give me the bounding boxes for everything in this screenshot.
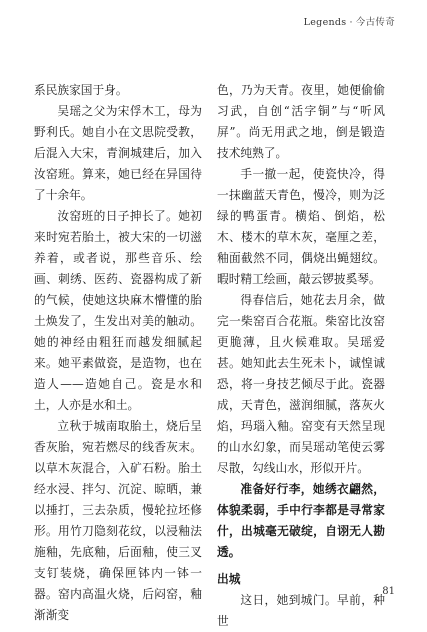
- paragraph: 这日，她到城门。早前，种世: [217, 593, 385, 628]
- paragraph: 立秋于城南取胎土，烧后呈香灰胎，宛若燃尽的线香灰末。以草木灰混合，入矿石粉。胎土经水浸、拌匀、沉淀、晾晒，兼以捶打，三去杂质，慢轮拉坯修形。用竹刀隐刻花纹，以浸釉法施釉，先底釉，后面釉，使三叉支钉装烧，确保匣钵内一钵一器。窑内高温火烧，后闷窑，釉渐渐变: [34, 419, 202, 622]
- running-header: [304, 14, 395, 28]
- paragraph: 系民族家国于身。: [34, 83, 128, 97]
- paragraph: 手一撤一起，使瓷快冷，得一抹幽蓝天青色，慢冷，则为泛绿的鸭蛋青。横焰、倒焰，松木、楼木的草木灰，毫厘之差，釉面截然不同，偶烧出蝇翅纹。暇时精工绘画，敲云锣披奚琴。: [217, 167, 385, 286]
- right-column: [217, 80, 385, 632]
- paragraph: 吴瑶之父为宋俘木工，母为野利氏。她自小在文思院受教，后混入大宋，青涧城建后，加入汝窑班。算来，她已经在异国待了十余年。: [34, 104, 202, 202]
- page-number: 81: [382, 586, 395, 597]
- header-title: 今古传奇: [355, 17, 395, 28]
- paragraph-bold: 准备好行李，她绣衣翩然，体貌柔弱，手中行李都是寻常家什，出城毫无破绽，自诩无人勘透。: [217, 482, 385, 559]
- section-heading: 出城: [217, 572, 241, 586]
- left-column: [34, 80, 202, 626]
- paragraph: 色，乃为天青。夜里，她便偷偷习武，自创“活字铜”与“听风屏”。尚无用武之地，倒是锻造技术纯熟了。: [217, 83, 385, 160]
- paragraph: 得春信后，她花去月余，做完一柴窑百合花瓶。柴窑比汝窑更脆薄，且火候难取。吴瑶爱甚。她知此去生死未卜，诚惶诚恐，将一身技艺倾尽于此。瓷器成，天青色，滋润细腻，落灰火焰，玛瑙入釉。窑变有天然呈现的山水幻象，而吴瑶动笔使云雾尽散，勾线山水，形似开片。: [217, 293, 385, 475]
- header-separator: ·: [349, 17, 353, 28]
- header-series: Legends: [303, 17, 347, 28]
- paragraph: 汝窑班的日子抻长了。她初来时宛若胎土，被大宋的一切滋养着，或者说，那些音乐、绘画、刺绣、医药、瓷器构成了新的气候，使她这块麻木懵懂的胎土焕发了，生发出对美的触动。她的神经由粗狂而越发细腻起来。她平素做瓷，是造物，也在造人——造她自己。瓷是水和土，人亦是水和土。: [34, 209, 202, 412]
